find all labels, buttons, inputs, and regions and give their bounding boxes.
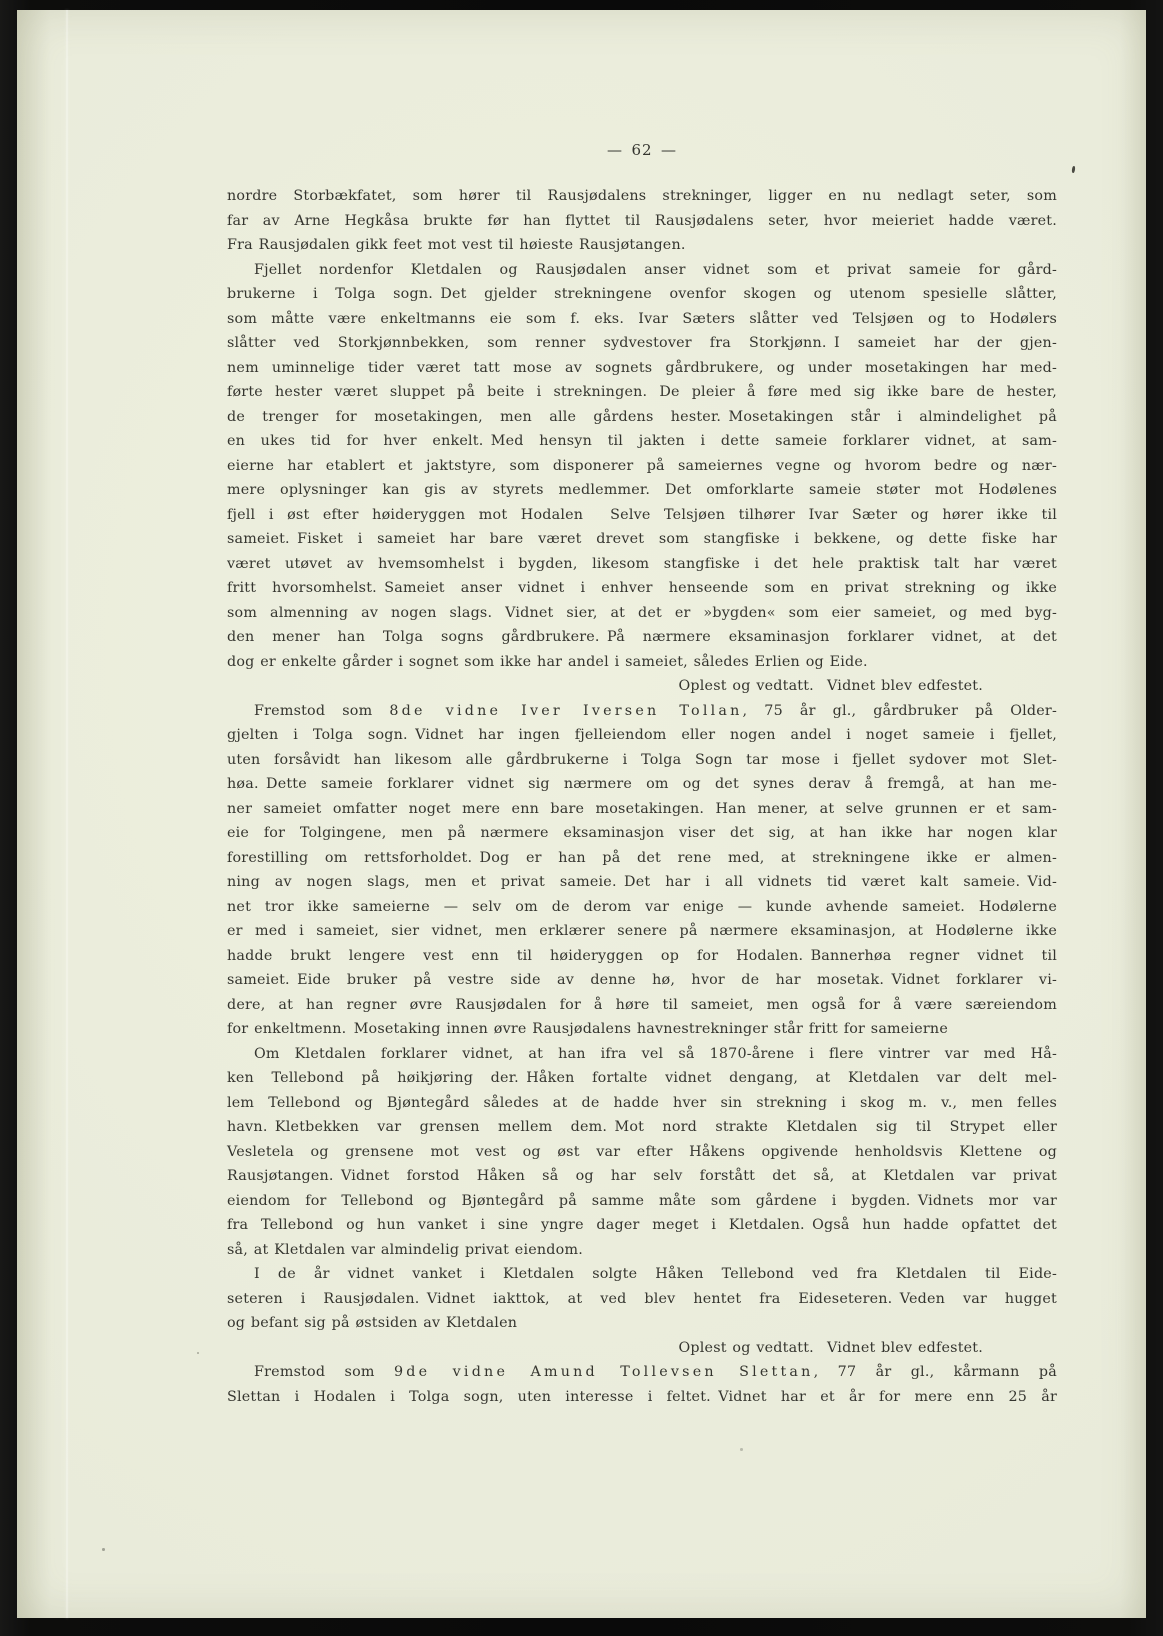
text-line: Fra Rausjødalen gikk feet mot vest til høieste Rausjøtangen. — [227, 237, 686, 253]
text-line: Fjellet nordenfor Kletdalen og Rausjødalen anser vidnet som et privat sameie for gård- — [254, 261, 1057, 278]
text-line: forestilling om rettsforholdet. Dog er han på det rene med, at strekningene ikke er almen- — [227, 849, 1057, 866]
paper-crease — [66, 10, 68, 1618]
text-line: nem uminnelige tider været tatt mose av sognets gårdbrukere, og under mosetakingen har med- — [227, 359, 1057, 376]
text-line: som almenning av nogen slags. Vidnet sier, at det er »bygden« som eier sameiet, og med byg- — [227, 604, 1057, 621]
text-line: nordre Storbækfatet, som hører til Rausjødalens strekninger, ligger en nu nedlagt seter, som — [227, 188, 1057, 204]
text-line: slåtter ved Storkjønnbekken, som renner sydvestover fra Storkjønn. I sameiet har der gjen- — [227, 335, 1057, 351]
text-line: Om Kletdalen forklarer vidnet, at han ifra vel så 1870-årene i flere vintrer var med Hå- — [254, 1045, 1057, 1062]
text-line: fritt hvorsomhelst. Sameiet anser vidnet i enhver henseende som en privat strekning og ikke — [227, 580, 1057, 596]
page-number: — 62 — — [606, 141, 678, 159]
text-line: net tror ikke sameierne — selv om de derom var enige — kunde avhende sameiet. Hodølerne — [227, 898, 1057, 915]
text-line: høa. Dette sameie forklarer vidnet sig nærmere om og det synes derav å fremgå, at han me- — [227, 776, 1057, 792]
text-line: for enkeltmenn. Mosetaking innen øvre Rausjødalens havnestrekninger står fritt for sameierne — [227, 1021, 949, 1037]
text-line: gjelten i Tolga sogn. Vidnet har ingen fjelleiendom eller nogen andel i noget sameie i fjellet, — [227, 727, 1057, 743]
attestation-line: Oplest og vedtatt. Vidnet blev edfestet. — [678, 1339, 983, 1356]
text-line: Vesletela og grensene mot vest og øst var efter Håkens opgivende henholdsvis Klettene og — [227, 1143, 1057, 1160]
text-line: og befant sig på østsiden av Kletdalen — [227, 1315, 518, 1331]
text-line: så, at Kletdalen var almindelig privat eiendom. — [227, 1241, 583, 1258]
text-line: ner sameiet omfatter noget mere enn bare mosetakingen. Han mener, at selve grunnen er et sam- — [227, 800, 1057, 817]
text-line: brukerne i Tolga sogn. Det gjelder strekningene ovenfor skogen og utenom spesielle slåtter, — [227, 286, 1057, 302]
paper-speck — [740, 1448, 743, 1451]
text-line: far av Arne Hegkåsa brukte før han flyttet til Rausjødalens seter, hvor meieriet hadde været. — [227, 212, 1057, 229]
text-line: hadde brukt lengere vest enn til høideryggen op for Hodalen. Bannerhøa regner vidnet til — [227, 947, 1057, 964]
paper-speck — [197, 1352, 199, 1354]
text-line: fra Tellebond og hun vanket i sine yngre dager meget i Kletdalen. Også hun hadde opfattet det — [227, 1217, 1057, 1233]
paper-speck — [1072, 166, 1076, 173]
document-page — [17, 10, 1146, 1618]
text-line: ning av nogen slags, men et privat sameie. Det har i all vidnets tid været kalt sameie. Vid- — [227, 874, 1057, 890]
witness-name-spaced: 9de vidne Amund Tollevsen Slettan — [394, 1364, 814, 1380]
text-line: havn. Kletbekken var grensen mellem dem. Mot nord strakte Kletdalen sig til Strypet eller — [227, 1119, 1057, 1135]
text-line: uten forsåvidt han likesom alle gårdbrukerne i Tolga Sogn tar mose i fjellet sydover mot Slet- — [227, 751, 1057, 768]
text-line: fjell i øst efter høideryggen mot Hodalen Selve Telsjøen tilhører Ivar Sæter og hører ikke til — [227, 506, 1057, 523]
text-line: er med i sameiet, sier vidnet, men erklærer senere på nærmere eksaminasjon, at Hodølerne ikke — [227, 923, 1057, 939]
attestation-line: Oplest og vedtatt. Vidnet blev edfestet. — [678, 678, 983, 694]
witness-name-spaced: 8de vidne Iver Iversen Tollan — [389, 702, 743, 719]
text-line: dere, at han regner øvre Rausjødalen for å høre til sameiet, men også for å være særeiendom — [227, 996, 1057, 1013]
text-line: den mener han Tolga sogns gårdbrukere. På nærmere eksaminasjon forklarer vidnet, at det — [227, 629, 1057, 645]
text-line: Slettan i Hodalen i Tolga sogn, uten interesse i feltet. Vidnet har et år for mere enn 25 år — [227, 1388, 1057, 1405]
text-line: Fremstod som 9de vidne Amund Tollevsen Slettan, 77 år gl., kårmann på — [254, 1364, 1057, 1380]
text-line: lem Tellebond og Bjøntegård således at de hadde hver sin strekning i skog m. v., men felles — [227, 1094, 1057, 1111]
text-line: ken Tellebond på høikjøring der. Håken fortalte vidnet dengang, at Kletdalen var delt mel- — [227, 1070, 1057, 1086]
text-line: I de år vidnet vanket i Kletdalen solgte Håken Tellebond ved fra Kletdalen til Eide- — [254, 1266, 1057, 1282]
text-block — [227, 184, 1057, 1409]
text-line: Rausjøtangen. Vidnet forstod Håken så og har selv forstått det så, at Kletdalen var privat — [227, 1168, 1057, 1184]
text-line: været utøvet av hvemsomhelst i bygden, likesom stangfiske i det hele praktisk talt har været — [227, 555, 1057, 572]
text-line: sameiet. Eide bruker på vestre side av denne hø, hvor de har mosetak. Vidnet forklarer vi- — [227, 972, 1057, 988]
text-line: Fremstod som 8de vidne Iver Iversen Tollan, 75 år gl., gårdbruker på Older- — [254, 702, 1057, 719]
text-line: eierne har etablert et jaktstyre, som disponerer på sameiernes vegne og hvorom bedre og nær- — [227, 457, 1057, 474]
text-line: en ukes tid for hver enkelt. Med hensyn til jakten i dette sameie forklarer vidnet, at sam- — [227, 433, 1057, 449]
text-line: seteren i Rausjødalen. Vidnet iakttok, at ved blev hentet fra Eideseteren. Veden var hugget — [227, 1290, 1057, 1307]
text-line: eiendom for Tellebond og Bjøntegård på samme måte som gårdene i bygden. Vidnets mor var — [227, 1192, 1057, 1209]
text-line: som måtte være enkeltmanns eie som f. eks. Ivar Sæters slåtter ved Telsjøen og to Hodølers — [227, 310, 1057, 327]
text-line: dog er enkelte gårder i sognet som ikke har andel i sameiet, således Erlien og Eide. — [227, 653, 868, 670]
paper-speck — [102, 1548, 105, 1551]
text-line: sameiet. Fisket i sameiet har bare været drevet som stangfiske i bekkene, og dette fiske har — [227, 531, 1057, 547]
text-line: de trenger for mosetakingen, men alle gårdens hester. Mosetakingen står i almindelighet på — [227, 408, 1057, 425]
text-line: eie for Tolgingene, men på nærmere eksaminasjon viser det sig, at han ikke har nogen klar — [227, 825, 1057, 841]
text-line: førte hester været sluppet på beite i strekningen. De pleier å føre med sig ikke bare de hester, — [227, 384, 1057, 400]
text-line: mere oplysninger kan gis av styrets medlemmer. Det omforklarte sameie støter mot Hodølenes — [227, 482, 1057, 498]
